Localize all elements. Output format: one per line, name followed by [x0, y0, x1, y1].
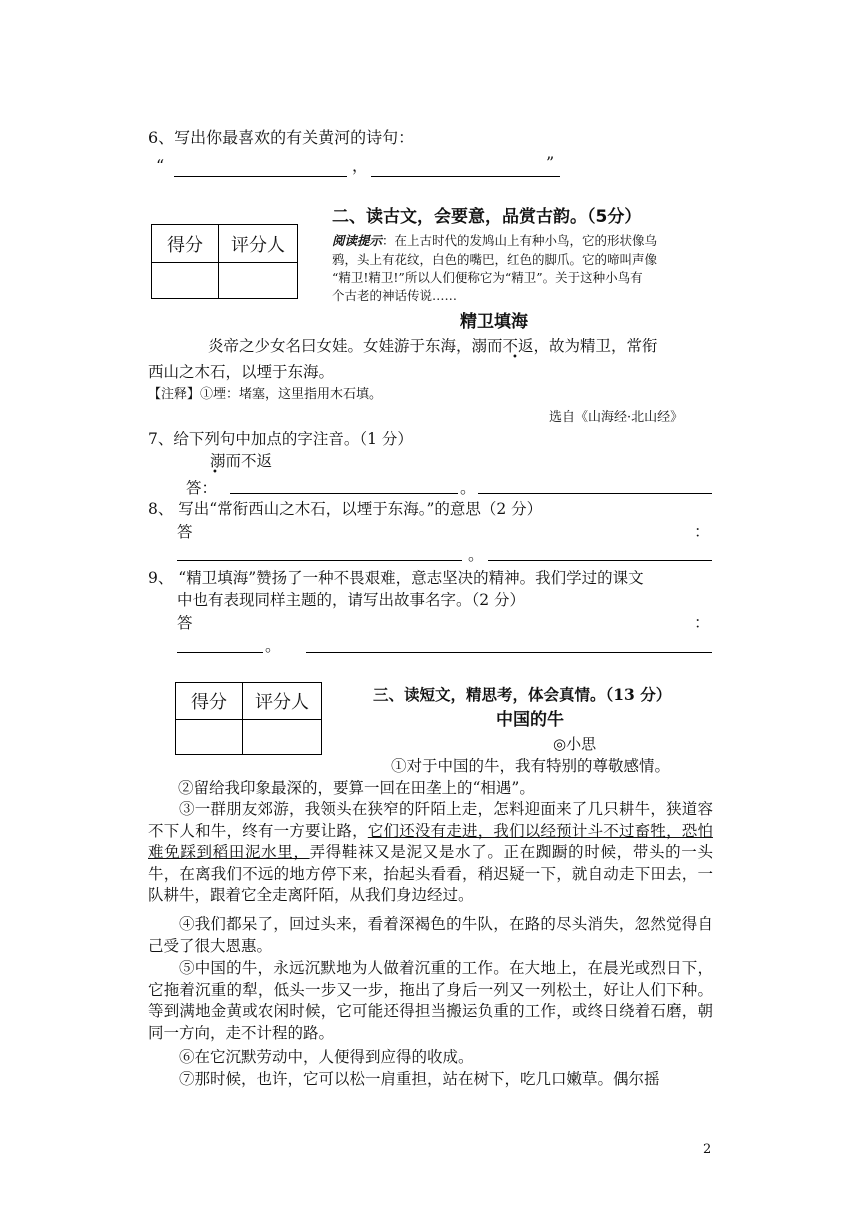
grader-label: 评分人: [243, 683, 322, 720]
score-cell[interactable]: [152, 263, 219, 299]
passage-title: 精卫填海: [460, 312, 528, 332]
passage-line-2: 西山之木石，以堙于东海。: [148, 363, 335, 381]
section2-hint-line-4: 个古老的神话传说……: [332, 288, 458, 303]
emphasis-dot: •: [212, 467, 218, 478]
passage-note: 【注释】①堙：堵塞，这里指用木石填。: [148, 387, 383, 402]
paragraph-2: ②留给我印象最深的，要算一回在田垄上的“相遇”。: [178, 779, 535, 797]
score-box-1: [151, 224, 298, 299]
q9-answer-blank-2[interactable]: [306, 652, 712, 653]
q7-answer-blank-2[interactable]: [478, 493, 712, 494]
q9-line-2: 中也有表现同样主题的，请写出故事名字。（2 分）: [177, 591, 526, 609]
page-number: 2: [703, 1142, 712, 1157]
grader-cell[interactable]: [243, 720, 322, 755]
article-title: 中国的牛: [496, 710, 564, 730]
q6-open-quote: “: [156, 156, 165, 175]
emphasis-dot: •: [512, 352, 518, 363]
q7-answer-blank-1[interactable]: [230, 493, 458, 494]
q6-blank-2[interactable]: [371, 176, 560, 177]
q7-answer-label: 答：: [186, 479, 218, 497]
q9-period: 。: [265, 636, 282, 655]
section2-hint-line-1: 阅读提示：在上古时代的发鸠山上有种小鸟，它的形状像乌: [332, 233, 658, 248]
q6-close-quote: ”: [546, 153, 555, 172]
paragraph-3: ③一群朋友郊游，我领头在狭窄的阡陌上走，怎料迎面来了几只耕牛，狭道容不下人和牛，终有一方要让路，它们还没有走进，我们以经预计斗不过畜牲，恐怕难免踩到稻田泥水里，弄得鞋袜又是泥又是水了。正在踟蹰的时候，带头的一头牛，在离我们不远的地方停下来，抬起头看看，稍迟疑一下，就自动走下田去，一队耕牛，跟着它全走离阡陌，从我们身边经过。: [148, 800, 713, 904]
paragraph-6: ⑥在它沉默劳动中，人便得到应得的收成。: [179, 1048, 474, 1066]
article-author: ◎小思: [553, 735, 597, 753]
q8-answer-label: 答: [177, 523, 193, 541]
score-box-2: [175, 682, 322, 755]
score-label: 得分: [176, 683, 243, 720]
q9-answer-blank-1[interactable]: [177, 652, 263, 653]
paragraph-4: ④我们都呆了，回过头来，看着深褐色的牛队，在路的尽头消失，忽然觉得自己受了很大恩惠。: [148, 915, 713, 955]
q8-colon: ：: [694, 522, 711, 541]
q8-period: 。: [468, 545, 485, 564]
hint-label: 阅读提示: [332, 233, 383, 248]
section3-title: 三、读短文，精思考，体会真情。（13 分）: [373, 685, 672, 704]
passage-line-1: 炎帝之少女名曰女娃。女娃游于东海，溺而不返，故为精卫，常衔: [208, 337, 658, 355]
grader-label: 评分人: [219, 225, 298, 263]
q7-text: 7、给下列句中加点的字注音。（1 分）: [148, 430, 413, 448]
q7-phrase: 溺而不返: [210, 452, 273, 470]
section2-hint-line-2: 鸦，头上有花纹，白色的嘴巴，红色的脚爪。它的啼叫声像: [332, 252, 658, 267]
paragraph-1: ①对于中国的牛，我有特别的尊敬感情。: [391, 757, 671, 775]
q6-comma: ，: [352, 156, 369, 175]
score-label: 得分: [152, 225, 219, 263]
q9-colon: ：: [694, 613, 711, 632]
section2-title: 二、读古文，会要意，品赏古韵。（5分）: [332, 207, 642, 227]
q7-period: 。: [460, 478, 477, 497]
q8-text: 8、 写出“常衔西山之木石，以堙于东海。”的意思（2 分）: [148, 500, 543, 518]
q8-answer-blank-2[interactable]: [488, 560, 712, 561]
section2-hint-line-3: “精卫!精卫!”所以人们便称它为“精卫”。关于这种小鸟有: [332, 270, 643, 285]
underlined-sentence: 它们还没有走进，我们以经预计斗不过畜牲，恐怕难免踩到稻田泥水里，: [148, 821, 713, 861]
q8-answer-blank-1[interactable]: [177, 560, 462, 561]
score-cell[interactable]: [176, 720, 243, 755]
q6-blank-1[interactable]: [174, 176, 347, 177]
paragraph-7: ⑦那时候，也许，它可以松一肩重担，站在树下，吃几口嫩草。偶尔摇: [179, 1070, 660, 1088]
q9-answer-label: 答: [177, 614, 193, 632]
q6-text: 6、写出你最喜欢的有关黄河的诗句：: [148, 128, 415, 147]
paragraph-5: ⑤中国的牛，永远沉默地为人做着沉重的工作。在大地上，在晨光或烈日下，它拖着沉重的犁，低头一步又一步，拖出了身后一列又一列松土，好让人们下种。等到满地金黄或农闲时候，它可能还得担当搬运负重的工作，或终日绕着石磨，朝同一方向，走不计程的路。: [148, 959, 713, 1042]
passage-source: 选自《山海经·北山经》: [549, 410, 684, 425]
q9-line-1: 9、 “精卫填海”赞扬了一种不畏艰难，意志坚决的精神。我们学过的课文: [148, 569, 644, 587]
grader-cell[interactable]: [219, 263, 298, 299]
